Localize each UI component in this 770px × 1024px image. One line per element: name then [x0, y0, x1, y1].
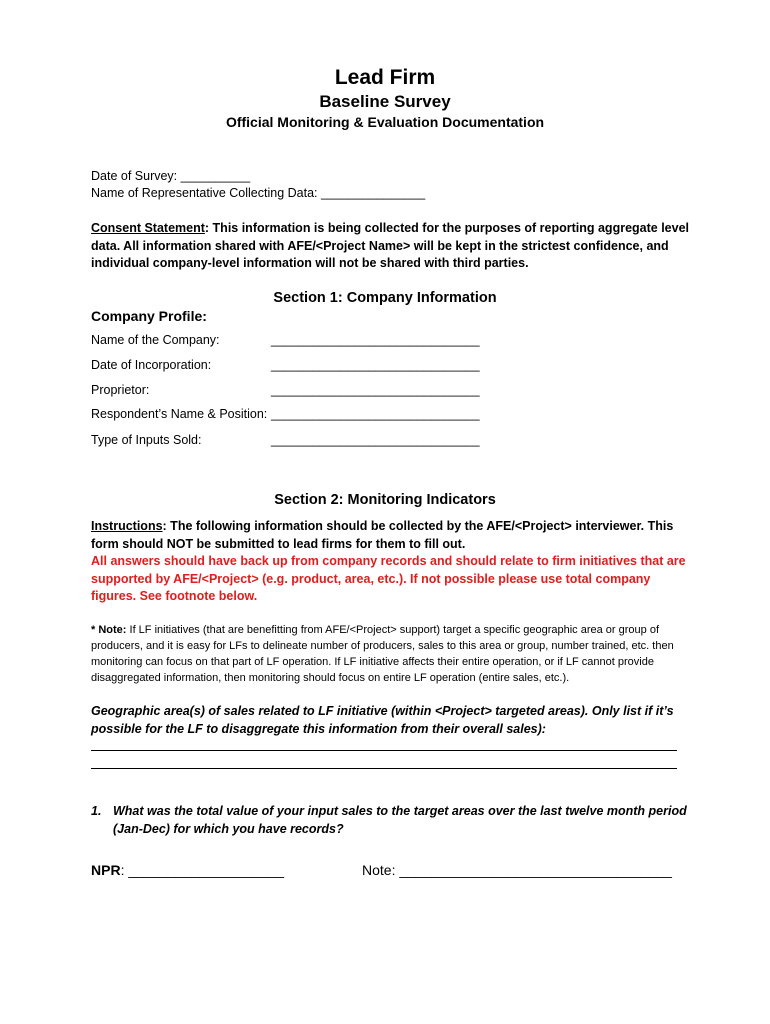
npr-label: NPR [91, 862, 121, 878]
npr-row [91, 862, 284, 878]
field-label: Proprietor: [91, 383, 150, 397]
proprietor-field[interactable]: ______________________________ [271, 383, 480, 397]
instructions-text: : The following information should be collected by the AFE/<Project> interviewer. This form should NOT be submitted to lead firms for them to fill out. [91, 519, 674, 551]
field-label: Type of Inputs Sold: [91, 433, 202, 447]
question-text: What was the total value of your input sales to the target areas over the last twelve month period (Jan-Dec) for which you have records? [113, 804, 687, 836]
note-field-label: Note: [362, 862, 400, 878]
doc-type: Official Monitoring & Evaluation Documentation [225, 114, 545, 130]
respondent-field[interactable]: ______________________________ [271, 407, 480, 421]
note-row [362, 862, 672, 878]
doc-subtitle: Baseline Survey [319, 92, 451, 111]
section1-title: Section 1: Company Information [273, 290, 497, 306]
field-label: Date of Incorporation: [91, 358, 212, 372]
doc-title: Lead Firm [334, 66, 436, 89]
incorporation-date-field[interactable]: ______________________________ [271, 358, 480, 372]
survey-date-line: Date of Survey: __________ [91, 169, 251, 183]
field-label: Name of the Company: [91, 333, 220, 347]
field-label: Respondent’s Name & Position: [91, 407, 268, 421]
question-1 [91, 802, 691, 838]
consent-statement [91, 220, 691, 273]
instructions [91, 518, 691, 553]
consent-label: Consent Statement [91, 221, 205, 235]
section2-title: Section 2: Monitoring Indicators [274, 492, 496, 508]
inputs-sold-field[interactable]: ______________________________ [271, 433, 480, 447]
geographic-area-prompt: Geographic area(s) of sales related to LF initiative (within <Project> targeted areas). Only list if it’s possible for the LF to disaggregate this information from their overall sales): [91, 704, 674, 736]
answer-line[interactable] [91, 750, 677, 751]
consent-text: : This information is being collected for the purposes of reporting aggregate level data. All information shared with AFE/<Project Name> will be kept in the strictest confidence, and individual company-level information will not be shared with third parties. [91, 221, 690, 270]
note-text: If LF initiatives (that are benefitting from AFE/<Project> support) target a specific geographic area or group of producers, and it is easy for LFs to delineate number of producers, sales to this area or group, number trained, etc. then monitoring can focus on that part of LF operation. If LF initiative affects their entire operation, or if LF cannot provide disaggregated information, then monitoring should focus on entire LF operation (entire sales, etc.). [91, 624, 674, 684]
company-name-field[interactable]: ______________________________ [271, 333, 480, 347]
question-number: 1. [91, 804, 102, 818]
company-profile-heading: Company Profile: [91, 308, 207, 324]
footnote [91, 622, 691, 686]
representative-line: Name of Representative Collecting Data: _______________ [91, 186, 426, 200]
note-field[interactable]: ___________________________________ [399, 862, 672, 878]
records-warning: All answers should have back up from company records and should relate to firm initiatives that are supported by AFE/<Project> (e.g. product, area, etc.). If not possible please use total company figures. See footnote below. [91, 554, 686, 603]
note-label: * Note: [91, 624, 127, 636]
npr-field[interactable]: : ____________________ [120, 862, 285, 878]
instructions-label: Instructions [91, 519, 163, 533]
answer-line[interactable] [91, 768, 677, 769]
